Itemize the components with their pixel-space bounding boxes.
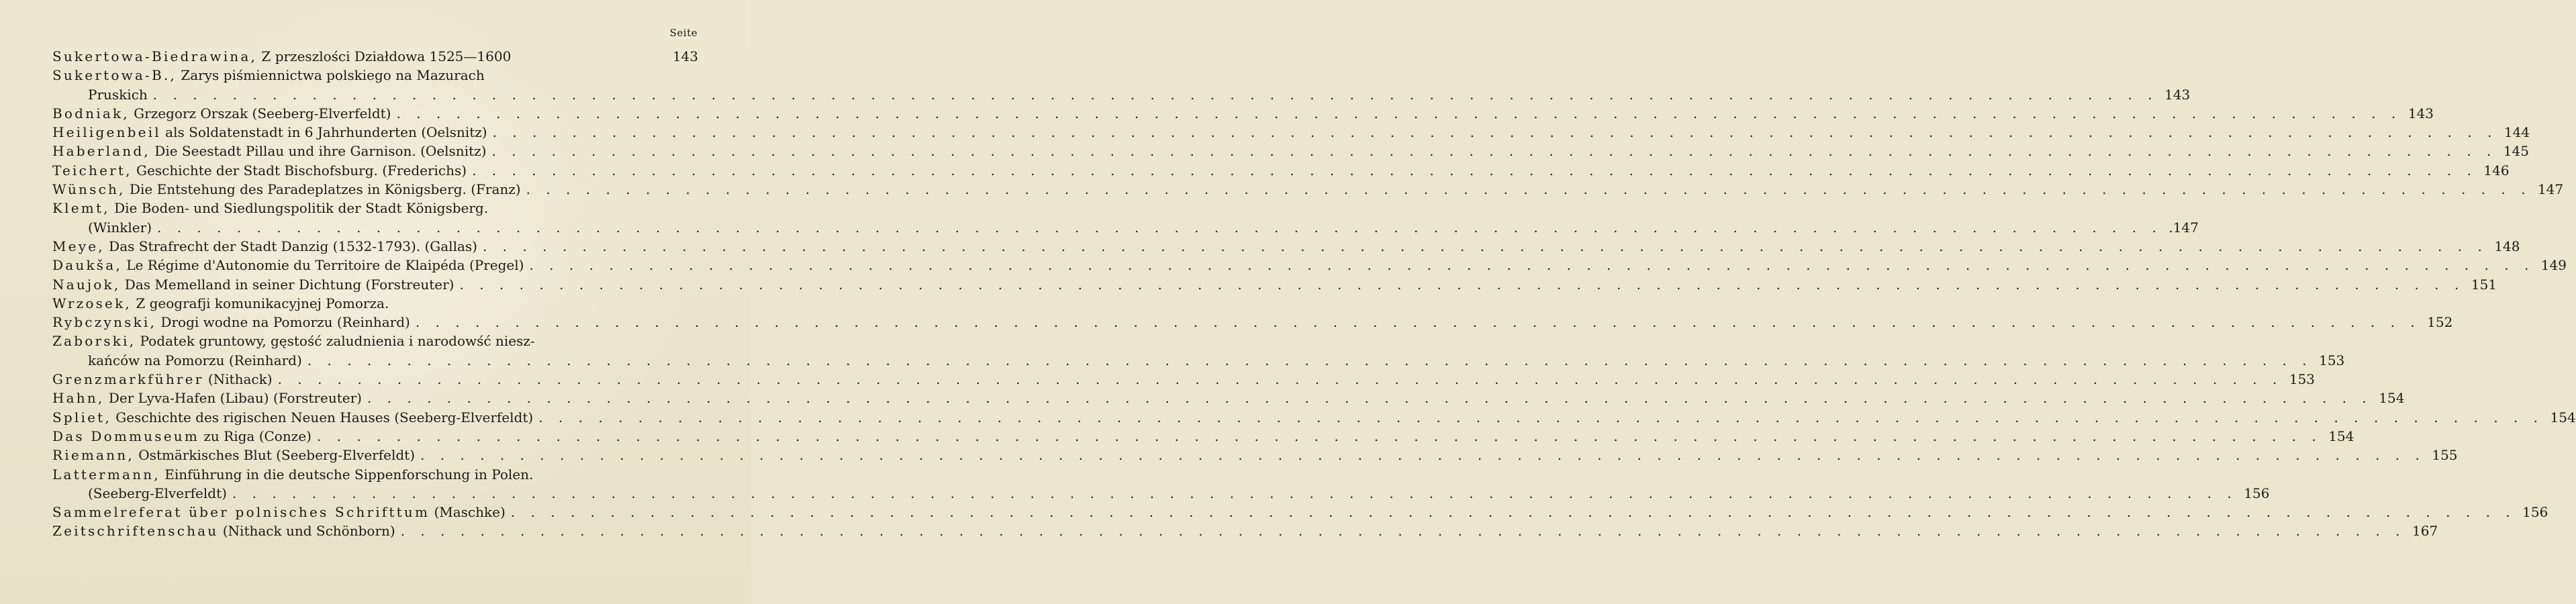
entry-author: Sukertowa-Biedrawina, <box>52 48 258 64</box>
toc-entry <box>52 275 2497 294</box>
entry-page-number: 155 <box>2432 447 2458 464</box>
entry-text <box>52 521 395 540</box>
entry-page-number: 151 <box>2471 276 2497 293</box>
entry-text <box>88 218 152 237</box>
dot-leader <box>483 237 2487 256</box>
entry-page-number: 156 <box>2244 485 2270 501</box>
entry-title: Geschichte des rigischen Neuen Hauses (Seeberg-Elverfeldt) <box>111 409 534 425</box>
entry-title: (Nithack und Schönborn) <box>218 523 395 540</box>
toc-entry <box>52 521 2438 540</box>
toc-entry <box>52 332 698 350</box>
entry-author: Das Dommuseum <box>52 427 200 444</box>
entry-text <box>52 294 389 313</box>
entry-title: Die Seestadt Pillau und ihre Garnison. (Oelsnitz) <box>150 143 487 160</box>
entry-author: Meye, <box>52 238 105 254</box>
entry-page-number: 148 <box>2494 238 2520 254</box>
dot-leader <box>493 123 2497 142</box>
entry-author: Sammelreferat über polnisches Schrifttum <box>52 504 430 521</box>
entry-author: Lattermann, <box>52 466 160 483</box>
dot-leader <box>420 446 2425 464</box>
entry-author: Teichert, <box>52 162 132 179</box>
entry-text <box>52 446 415 464</box>
dot-leader <box>416 313 2420 332</box>
dot-leader <box>157 218 2162 237</box>
entry-text <box>52 275 455 294</box>
toc-entry <box>52 294 698 313</box>
entry-author: Klemt, <box>52 200 110 217</box>
toc-entry <box>52 465 698 484</box>
dot-leader <box>526 180 2531 199</box>
entry-title: Podatek gruntowy, gęstość zaludnienia i narodowść niesz- <box>136 333 535 350</box>
toc-entry <box>52 351 2345 370</box>
entry-page-number: 147 <box>2537 181 2564 198</box>
toc-entry <box>52 142 2529 160</box>
toc-entry <box>52 123 2530 142</box>
entry-page-number: 144 <box>2503 124 2530 141</box>
entry-text <box>52 104 391 123</box>
toc-entry <box>52 408 2576 427</box>
toc-entry <box>52 389 2405 407</box>
entry-page-number: .147 <box>2168 219 2199 236</box>
entry-page-number: 153 <box>2319 352 2345 368</box>
toc-entry <box>52 47 698 66</box>
entry-title: Das Strafrecht der Stadt Danzig (1532-1793). (Gallas) <box>104 238 477 254</box>
toc-entry <box>52 503 2548 521</box>
entry-text <box>52 180 521 199</box>
entry-title: Die Entstehung des Paradeplatzes in Königsberg. (Franz) <box>125 181 521 198</box>
dot-leader <box>529 256 2534 274</box>
entry-title: Le Régime d'Autonomie du Territoire de Klaipéda (Pregel) <box>122 257 524 274</box>
entry-title: Z geografji komunikacyjnej Pomorza. <box>131 295 389 311</box>
entry-text <box>52 142 486 160</box>
table-of-contents <box>52 47 2576 541</box>
entry-text <box>52 389 362 407</box>
dot-leader <box>232 484 2237 503</box>
entry-title: (Winkler) <box>88 219 152 236</box>
entry-author: Naujok, <box>52 276 121 293</box>
entry-author: Daukša, <box>52 257 122 274</box>
entry-author: Sukertowa-B., <box>52 67 177 84</box>
entry-author: Heiligenbeil <box>52 124 161 141</box>
entry-text <box>52 256 524 274</box>
dot-leader <box>396 104 2401 123</box>
entry-page-number: 167 <box>2412 523 2438 540</box>
entry-text <box>52 465 533 484</box>
toc-entry <box>52 66 698 85</box>
toc-entry <box>52 199 698 217</box>
entry-text <box>52 123 487 142</box>
dot-leader <box>538 408 2543 427</box>
toc-entry <box>52 85 2191 104</box>
entry-page-number: 156 <box>2522 504 2548 521</box>
entry-page-number: 143 <box>672 48 698 64</box>
entry-page-number: 143 <box>2164 86 2191 103</box>
dot-leader <box>491 142 2496 160</box>
entry-text <box>52 161 467 180</box>
entry-text <box>88 85 148 104</box>
entry-author: Rybczynski, <box>52 314 157 331</box>
entry-author: Riemann, <box>52 447 134 464</box>
toc-entry <box>52 161 2510 180</box>
entry-title: Ostmärkisches Blut (Seeberg-Elverfeldt) <box>134 447 416 464</box>
toc-entry <box>52 218 2199 237</box>
entry-page-number: 143 <box>2407 105 2434 121</box>
entry-text <box>52 237 477 256</box>
entry-page-number: 154 <box>2328 427 2354 444</box>
entry-author: Zaborski, <box>52 333 136 350</box>
dot-leader <box>460 275 2465 294</box>
entry-title: Einführung in die deutsche Sippenforschung in Polen. <box>160 466 534 483</box>
toc-entry <box>52 256 2567 274</box>
toc-entry <box>52 313 2453 332</box>
dot-leader <box>367 389 2372 407</box>
entry-page-number: 145 <box>2503 143 2529 160</box>
entry-page-number: 149 <box>2540 257 2567 274</box>
entry-text <box>88 351 302 370</box>
entry-page-number: 154 <box>2379 390 2405 407</box>
entry-text <box>52 370 273 389</box>
toc-entry <box>52 237 2520 256</box>
entry-text <box>52 427 312 446</box>
entry-text <box>52 408 533 427</box>
entry-title: Der Lyva-Hafen (Libau) (Forstreuter) <box>104 390 362 407</box>
entry-text <box>52 313 410 332</box>
entry-page-number: 146 <box>2483 162 2510 179</box>
entry-author: Wünsch, <box>52 181 126 198</box>
page-column-label: Seite <box>669 27 698 39</box>
dot-leader <box>511 503 2516 521</box>
entry-title: Zarys piśmiennictwa polskiego na Mazurach <box>177 67 485 84</box>
entry-title: Drogi wodne na Pomorzu (Reinhard) <box>156 314 410 331</box>
entry-title: (Maschke) <box>430 504 506 521</box>
dot-leader <box>472 161 2477 180</box>
entry-title: Pruskich <box>88 86 148 103</box>
entry-author: Bodniak, <box>52 105 130 121</box>
entry-text <box>88 484 227 503</box>
entry-page-number: 153 <box>2289 371 2316 388</box>
toc-entry <box>52 427 2354 446</box>
entry-author: Hahn, <box>52 390 105 407</box>
entry-author: Wrzosek, <box>52 295 132 311</box>
entry-title: zu Riga (Conze) <box>199 427 312 444</box>
entry-title: kańców na Pomorzu (Reinhard) <box>88 352 302 368</box>
entry-title: Das Memelland in seiner Dichtung (Forstreuter) <box>120 276 455 293</box>
dot-leader <box>153 85 2158 104</box>
entry-text <box>52 332 535 350</box>
entry-title: Geschichte der Stadt Bischofsburg. (Frederichs) <box>132 162 467 179</box>
entry-author: Spliet, <box>52 409 111 425</box>
entry-text <box>52 47 511 66</box>
entry-author: Zeitschriftenschau <box>52 523 219 540</box>
toc-entry <box>52 370 2316 389</box>
toc-entry <box>52 104 2434 123</box>
toc-entry <box>52 446 2458 464</box>
entry-text <box>52 199 488 217</box>
dot-leader <box>307 351 2312 370</box>
toc-entry <box>52 484 2270 503</box>
entry-title: (Nithack) <box>203 371 273 388</box>
entry-author: Grenzmarkführer <box>52 371 204 388</box>
entry-text <box>52 503 506 521</box>
toc-entry <box>52 180 2564 199</box>
entry-title: Z przeszlości Działdowa 1525—1600 <box>257 48 512 64</box>
entry-title: (Seeberg-Elverfeldt) <box>88 485 227 501</box>
dot-leader <box>278 370 2283 389</box>
entry-title: als Soldatenstadt in 6 Jahrhunderten (Oelsnitz) <box>160 124 487 141</box>
entry-page-number: 154 <box>2550 409 2576 425</box>
entry-text <box>52 66 485 85</box>
entry-title: Grzegorz Orszak (Seeberg-Elverfeldt) <box>129 105 391 121</box>
entry-page-number: 152 <box>2427 314 2453 331</box>
entry-title: Die Boden- und Siedlungspolitik der Stadt Königsberg. <box>109 200 489 217</box>
dot-leader <box>401 521 2405 540</box>
dot-leader <box>317 427 2322 446</box>
entry-author: Haberland, <box>52 143 150 160</box>
